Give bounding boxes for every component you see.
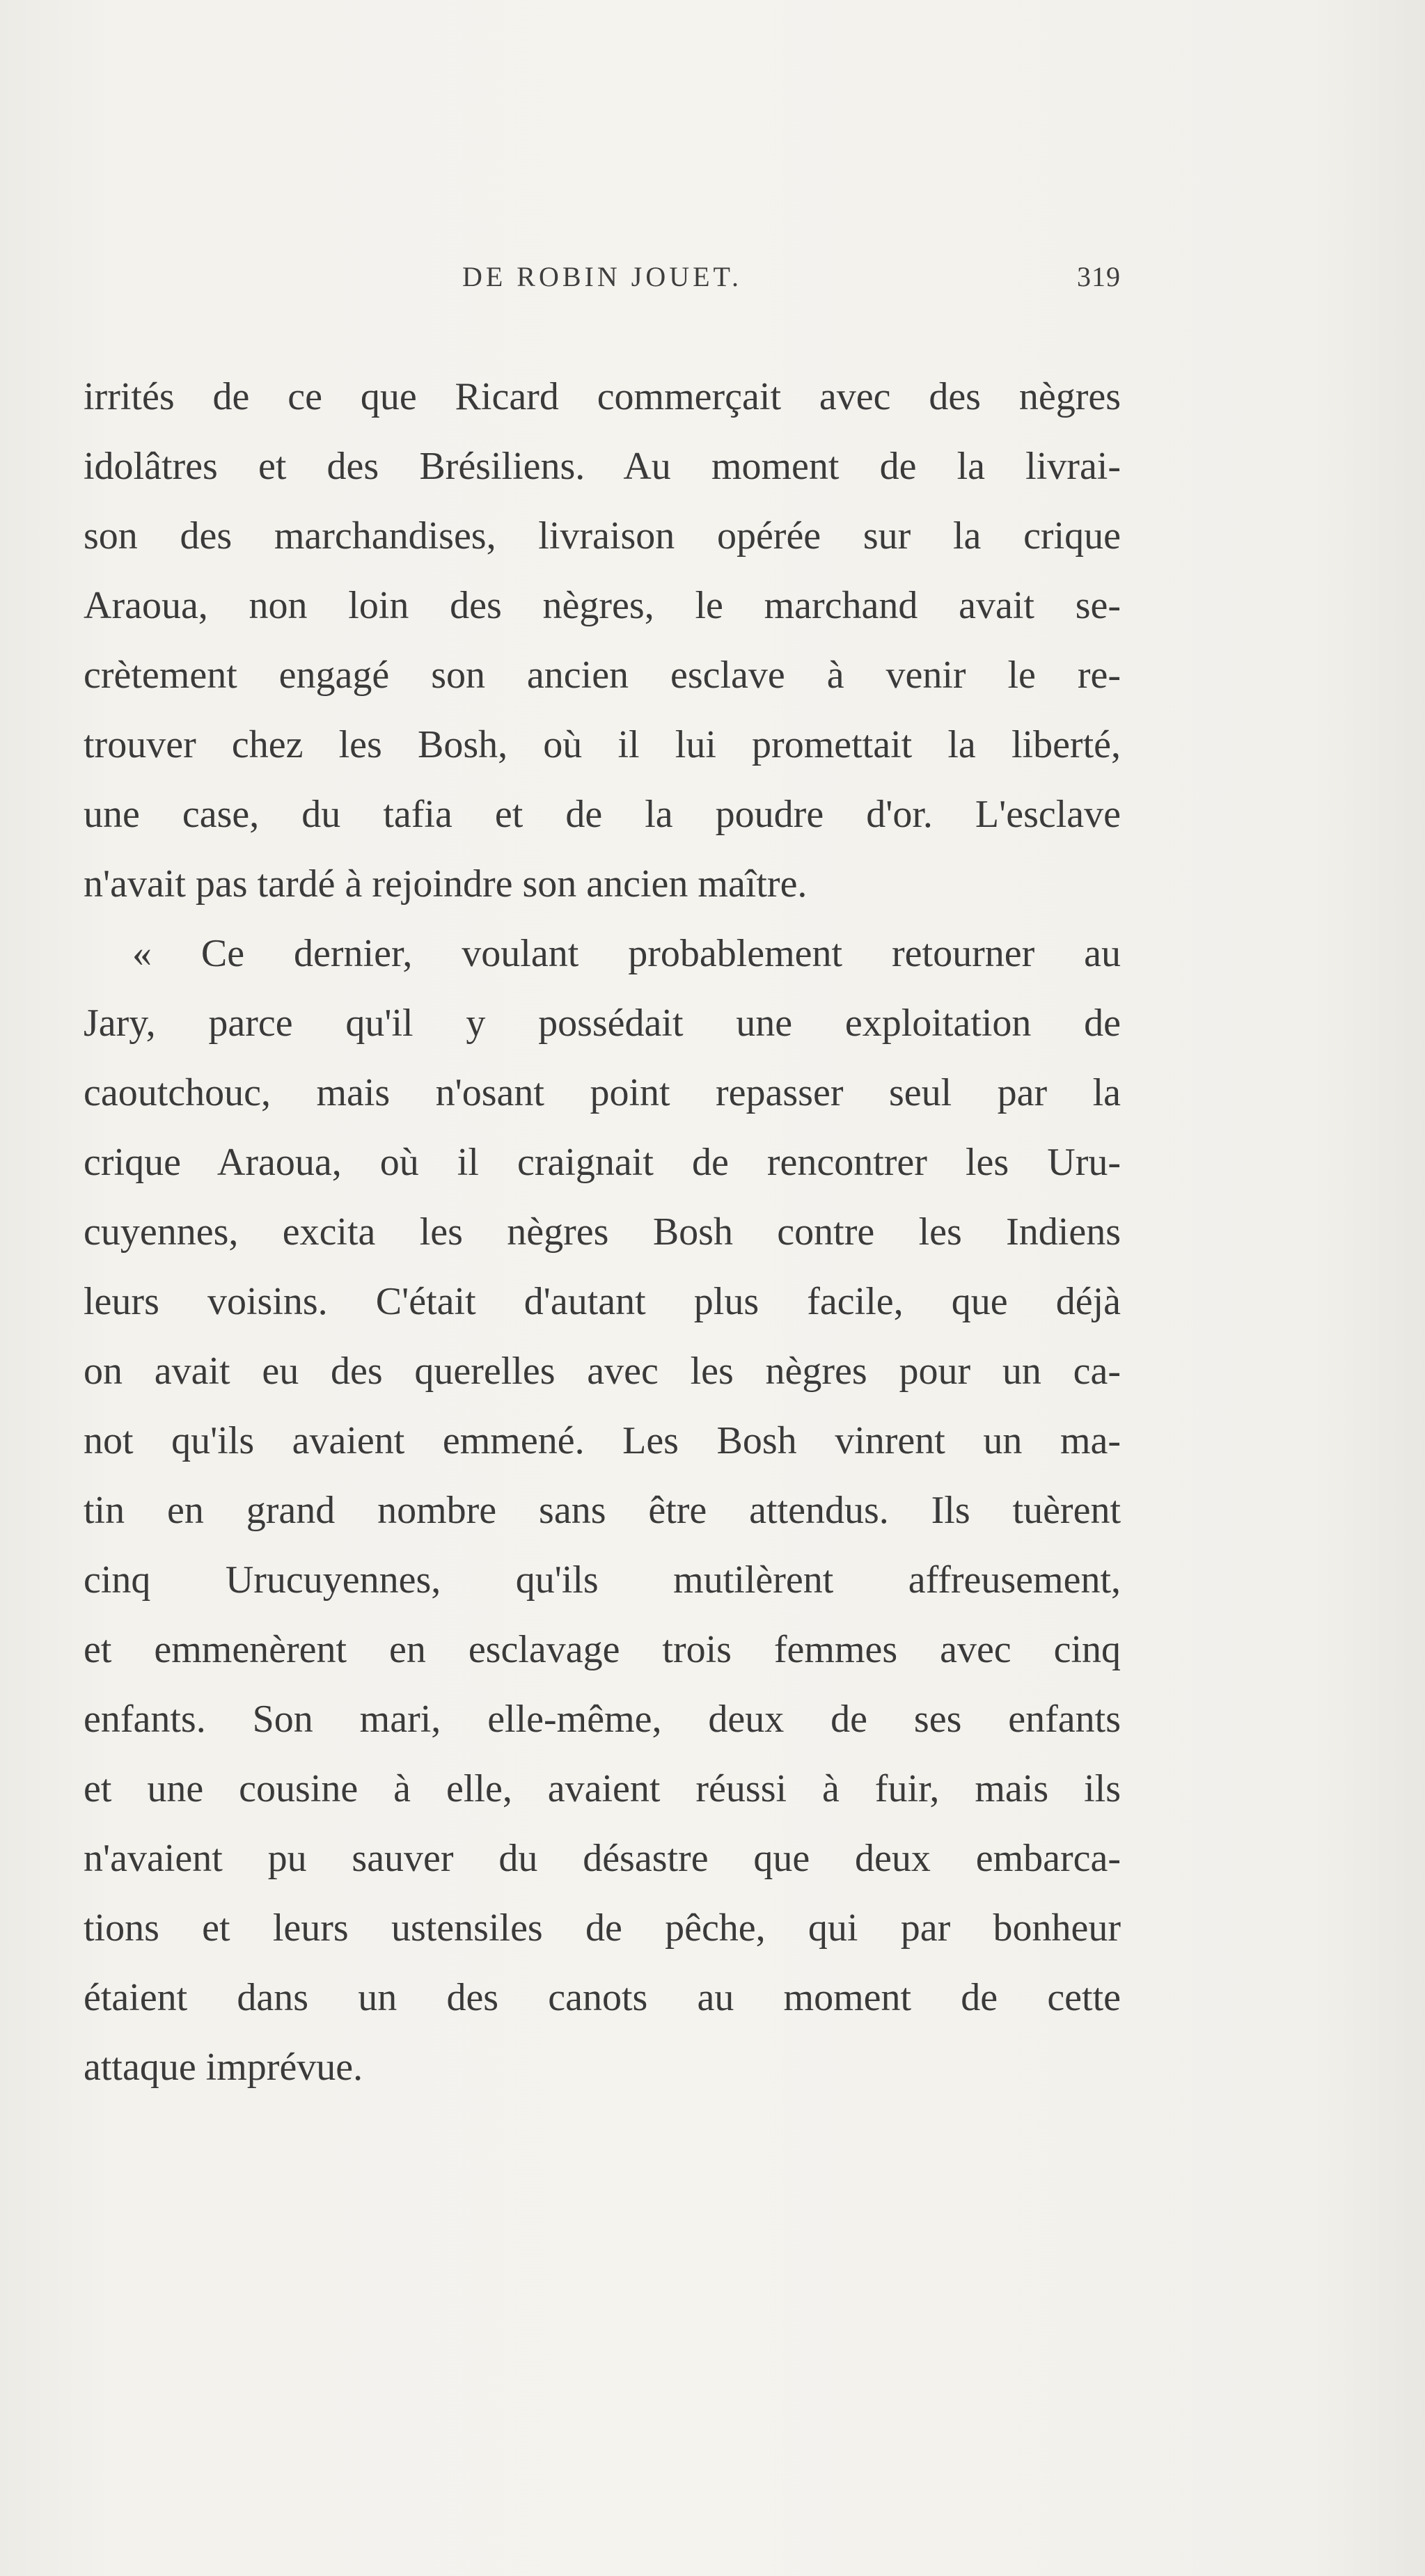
page-number: 319 (1077, 261, 1121, 292)
text-line: attaque imprévue. (84, 2046, 363, 2089)
text-line: une case, du tafia et de la poudre d'or. L'esclave (84, 793, 1121, 836)
text-line: not qu'ils avaient emmené. Les Bosh vinrent un ma- (84, 1419, 1121, 1462)
text-line: enfants. Son mari, elle-même, deux de ses enfants (84, 1698, 1121, 1741)
body-text (84, 362, 1121, 2102)
text-line: crique Araoua, où il craignait de rencontrer les Uru- (84, 1141, 1121, 1184)
text-line: n'avait pas tardé à rejoindre son ancien maître. (84, 862, 808, 906)
text-line: « Ce dernier, voulant probablement retourner au (132, 932, 1121, 975)
text-line: cinq Urucuyennes, qu'ils mutilèrent affreusement, (84, 1558, 1121, 1602)
text-line: et une cousine à elle, avaient réussi à fuir, mais ils (84, 1767, 1121, 1810)
text-line: idolâtres et des Brésiliens. Au moment de la livrai- (84, 445, 1121, 488)
text-line: trouver chez les Bosh, où il lui promettait la liberté, (84, 723, 1121, 766)
running-title: DE ROBIN JOUET. (462, 261, 742, 292)
text-line: crètement engagé son ancien esclave à venir le re- (84, 654, 1121, 697)
text-line: tin en grand nombre sans être attendus. Ils tuèrent (84, 1489, 1121, 1532)
text-line: son des marchandises, livraison opérée sur la crique (84, 514, 1121, 558)
text-line: caoutchouc, mais n'osant point repasser seul par la (84, 1071, 1121, 1114)
text-line: leurs voisins. C'était d'autant plus facile, que déjà (84, 1280, 1121, 1323)
text-line: irrités de ce que Ricard commerçait avec des nègres (84, 375, 1121, 418)
text-line: cuyennes, excita les nègres Bosh contre les Indiens (84, 1210, 1121, 1254)
text-line: Jary, parce qu'il y possédait une exploitation de (84, 1002, 1121, 1045)
text-line: tions et leurs ustensiles de pêche, qui par bonheur (84, 1906, 1121, 1950)
running-head (84, 256, 1121, 298)
text-line: étaient dans un des canots au moment de cette (84, 1976, 1121, 2019)
text-line: Araoua, non loin des nègres, le marchand avait se- (84, 584, 1121, 627)
text-line: on avait eu des querelles avec les nègres pour un ca- (84, 1350, 1121, 1393)
text-line: et emmenèrent en esclavage trois femmes avec cinq (84, 1628, 1121, 1671)
text-line: n'avaient pu sauver du désastre que deux embarca- (84, 1837, 1121, 1880)
